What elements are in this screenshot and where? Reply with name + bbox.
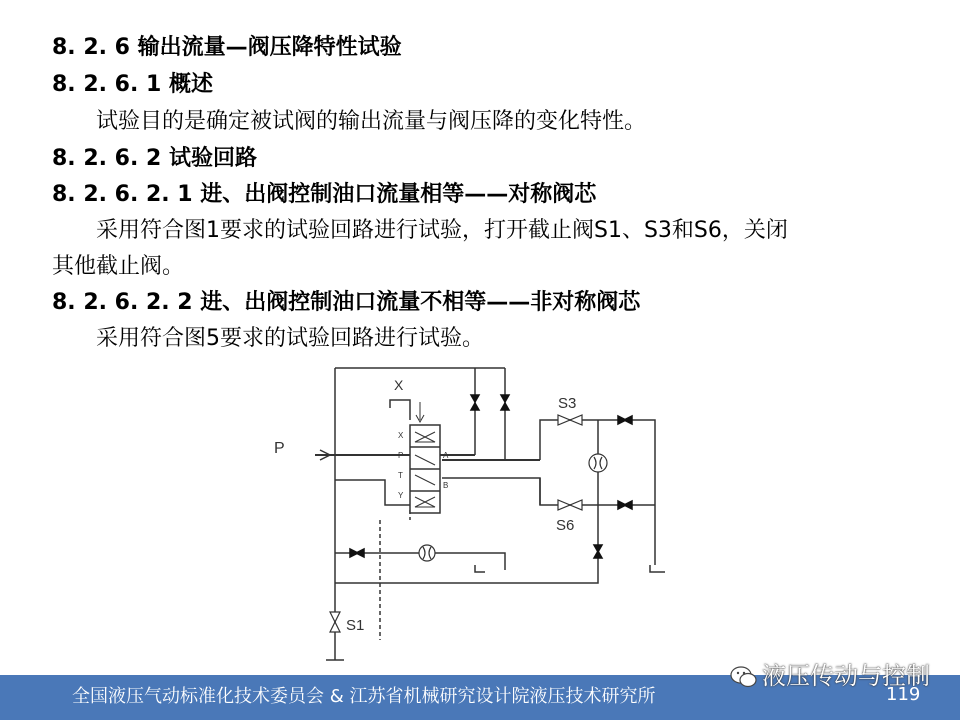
watermark [730,660,960,700]
heading-8-2-6-1: 8. 2. 6. 1 概述 [52,72,213,97]
label-s3: S3 [558,395,577,412]
port-label-p: P [398,451,404,460]
heading-8-2-6-2: 8. 2. 6. 2 试验回路 [52,146,257,171]
port-label-b: B [443,481,449,490]
label-s1: S1 [346,617,365,634]
shutoff-valves [330,415,582,632]
circuit-lines [315,368,665,660]
paragraph-circuit-1: 采用符合图1要求的试验回路进行试验，打开截止阀S1、S3和S6，关闭 [96,218,788,243]
label-s6: S6 [556,517,575,534]
heading-8-2-6-2-1: 8. 2. 6. 2. 1 进、出阀控制油口流量相等——对称阀芯 [52,182,597,207]
port-label-y: Y [398,491,404,500]
heading-8-2-6: 8. 2. 6 输出流量—阀压降特性试验 [52,35,402,60]
directional-valve [410,402,440,513]
watermark-text: 液压传动与控制 [762,662,930,690]
port-label-t: T [398,471,403,480]
port-label-a: A [443,451,449,460]
hydraulic-circuit-diagram [260,360,680,670]
label-p: P [274,440,285,457]
wechat-icon [730,664,758,690]
label-x: X [394,377,404,393]
footer-organization: 全国液压气动标准化技术委员会 & 江苏省机械研究设计院液压技术研究所 [72,686,656,707]
page-number: 119 [886,684,921,705]
paragraph-circuit-1-cont: 其他截止阀。 [52,254,185,279]
paragraph-circuit-5: 采用符合图5要求的试验回路进行试验。 [96,326,484,351]
port-label-x: X [398,431,404,440]
heading-8-2-6-2-2: 8. 2. 6. 2. 2 进、出阀控制油口流量不相等——非对称阀芯 [52,290,641,315]
paragraph-purpose: 试验目的是确定被试阀的输出流量与阀压降的变化特性。 [96,109,647,134]
